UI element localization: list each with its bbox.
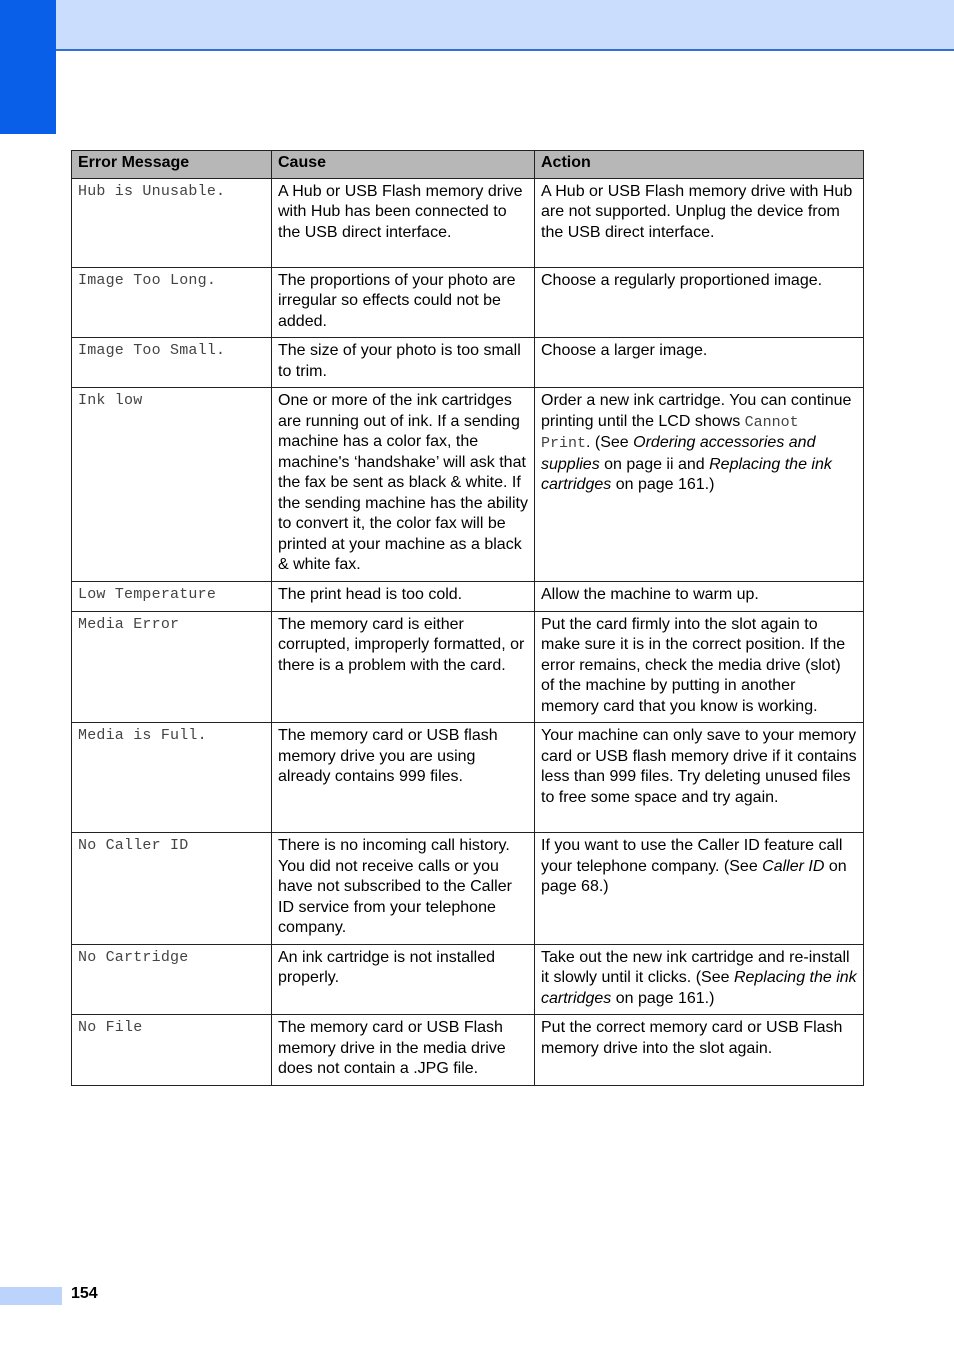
cause-cell: The size of your photo is too small to trim.: [272, 338, 535, 388]
table-row: [72, 388, 864, 582]
action-cell: [535, 833, 864, 945]
action-cell: Choose a regularly proportioned image.: [535, 267, 864, 338]
action-cell: Your machine can only save to your memory card or USB flash memory drive if it contains less than 999 files. Try deleting unused files to free some space and try again.: [535, 723, 864, 833]
action-cell: Choose a larger image.: [535, 338, 864, 388]
error-message: Image Too Long.: [72, 267, 272, 338]
cause-cell: There is no incoming call history. You did not receive calls or you have not subscribed to the Caller ID service from your telephone company.: [272, 833, 535, 945]
action-text: . (See: [586, 434, 634, 451]
error-message: Media Error: [72, 611, 272, 723]
cause-cell: The memory card is either corrupted, improperly formatted, or there is a problem with the card.: [272, 611, 535, 723]
chapter-tab: [0, 0, 56, 134]
page-number: 154: [71, 1285, 98, 1302]
error-message: No Caller ID: [72, 833, 272, 945]
table-row: [72, 944, 864, 1015]
action-cell: [535, 944, 864, 1015]
error-message: Low Temperature: [72, 582, 272, 612]
cross-reference: Ordering accessories and supplies: [541, 434, 816, 473]
action-text: on page 68.): [541, 857, 847, 895]
table-row: [72, 338, 864, 388]
table-row: [72, 611, 864, 723]
lcd-message: Cannot Print: [541, 413, 799, 452]
cause-cell: One or more of the ink cartridges are running out of ink. If a sending machine has a color fax, the machine's ‘handshake’ will ask that the fax be sent as black & white. If the sending machine has the ability to convert it, the color fax will be printed at your machine as a black & white fax.: [272, 388, 535, 582]
table-row: [72, 582, 864, 612]
action-text: on page 161.): [611, 476, 715, 493]
error-message: No Cartridge: [72, 944, 272, 1015]
cause-cell: A Hub or USB Flash memory drive with Hub has been connected to the USB direct interface.: [272, 178, 535, 267]
action-text: Take out the new ink cartridge and re-install it slowly until it clicks. (See: [541, 948, 850, 986]
action-text: on page ii and: [599, 455, 710, 473]
error-message-table: [71, 150, 864, 1086]
action-text: on page 161.): [611, 989, 715, 1007]
action-text: If you want to use the Caller ID feature call your telephone company. (See: [541, 837, 843, 875]
action-cell: A Hub or USB Flash memory drive with Hub are not supported. Unplug the device from the USB direct interface.: [535, 178, 864, 267]
table-row: [72, 178, 864, 267]
error-message: No File: [72, 1015, 272, 1086]
cause-cell: The memory card or USB flash memory drive you are using already contains 999 files.: [272, 723, 535, 833]
error-message: Hub is Unusable.: [72, 178, 272, 267]
action-cell: Allow the machine to warm up.: [535, 582, 864, 612]
cross-reference: Caller ID: [762, 857, 825, 875]
cause-cell: The proportions of your photo are irregular so effects could not be added.: [272, 267, 535, 338]
table-header-row: [72, 151, 864, 179]
error-message: Image Too Small.: [72, 338, 272, 388]
page-number-tab: [0, 1287, 62, 1305]
table-row: [72, 833, 864, 945]
error-message: Ink low: [72, 388, 272, 582]
cross-reference: Replacing the ink cartridges: [541, 969, 857, 1007]
cross-reference: Replacing the ink cartridges: [541, 455, 832, 493]
cause-cell: The print head is too cold.: [272, 582, 535, 612]
header-error-message: Error Message: [72, 151, 272, 179]
table-row: [72, 723, 864, 833]
action-cell: [535, 388, 864, 582]
action-text: Order a new ink cartridge. You can continue printing until the LCD shows: [541, 392, 852, 430]
table-row: [72, 267, 864, 338]
cause-cell: An ink cartridge is not installed properly.: [272, 944, 535, 1015]
action-cell: Put the correct memory card or USB Flash memory drive into the slot again.: [535, 1015, 864, 1086]
cause-cell: The memory card or USB Flash memory drive in the media drive does not contain a .JPG file.: [272, 1015, 535, 1086]
table-row: [72, 1015, 864, 1086]
header-cause: Cause: [272, 151, 535, 179]
action-cell: Put the card firmly into the slot again to make sure it is in the correct position. If the error remains, check the media drive (slot) of the machine by putting in another memory card that you know is working.: [535, 611, 864, 723]
header-action: Action: [535, 151, 864, 179]
header-band: [0, 0, 954, 51]
error-message: Media is Full.: [72, 723, 272, 833]
